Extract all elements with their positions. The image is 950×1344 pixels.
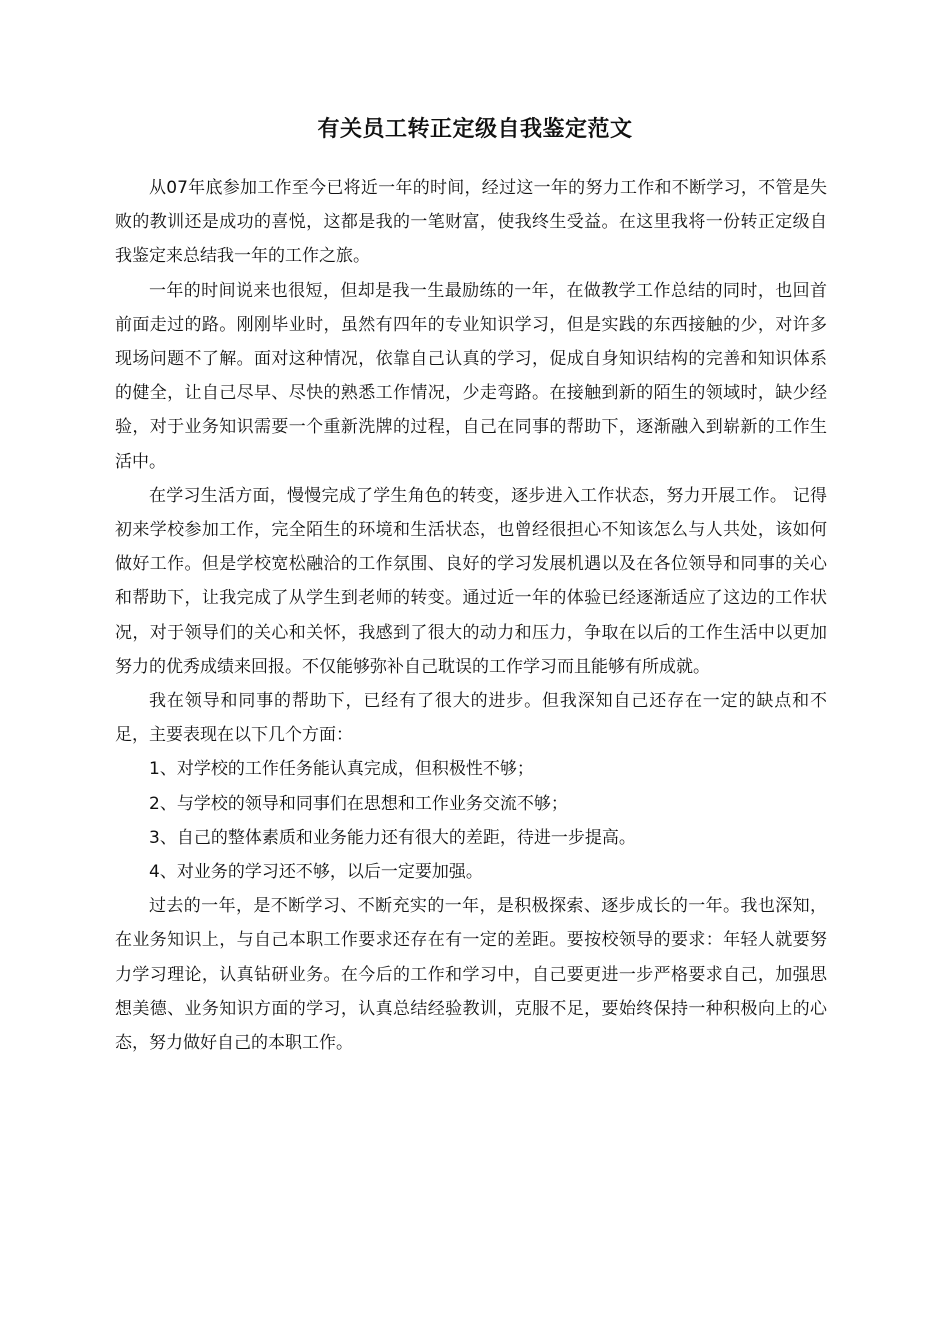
paragraph-shortcomings: 我在领导和同事的帮助下，已经有了很大的进步。但我深知自己还存在一定的缺点和不足，主要表现在以下几个方面： — [115, 691, 827, 746]
list-item-4: 4、对业务的学习还不够，以后一定要加强。 — [149, 862, 483, 883]
paragraph-conclusion: 过去的一年，是不断学习、不断充实的一年，是积极探索、逐步成长的一年。我也深知，在业务知识上，与自己本职工作要求还存在有一定的差距。要按校领导的要求：年轻人就要努力学习理论，认真钻研业务。在今后的工作和学习中，自己要更进一步严格要求自己，加强思想美德、业务知识方面的学习，认真总结经验教训，克服不足，要始终保持一种积极向上的心态，努力做好自己的本职工作。 — [115, 896, 827, 1054]
document-title: 有关员工转正定级自我鉴定范文 — [317, 117, 633, 142]
list-item-3: 3、自己的整体素质和业务能力还有很大的差距，待进一步提高。 — [149, 827, 636, 848]
paragraph-first-year: 一年的时间说来也很短，但却是我一生最励练的一年，在做教学工作总结的同时，也回首前面走过的路。刚刚毕业时，虽然有四年的专业知识学习，但是实践的东西接触的少，对许多现场问题不了解。面对这种情况，依靠自己认真的学习，促成自身知识结构的完善和知识体系的健全，让自己尽早、尽快的熟悉工作情况，少走弯路。在接触到新的陌生的领域时，缺少经验，对于业务知识需要一个重新洗牌的过程，自己在同事的帮助下，逐渐融入到崭新的工作生活中。 — [115, 280, 827, 472]
paragraph-intro: 从07年底参加工作至今已将近一年的时间，经过这一年的努力工作和不断学习，不管是失败的教训还是成功的喜悦，这都是我的一笔财富，使我终生受益。在这里我将一份转正定级自我鉴定来总结我一年的工作之旅。 — [115, 178, 827, 267]
list-item-1: 1、对学校的工作任务能认真完成，但积极性不够； — [149, 759, 534, 780]
paragraph-study-life: 在学习生活方面，慢慢完成了学生角色的转变，逐步进入工作状态，努力开展工作。 记得初来学校参加工作，完全陌生的环境和生活状态，也曾经很担心不知该怎么与人共处，该如何做好工作。但是学校宽松融洽的工作氛围、良好的学习发展机遇以及在各位领导和同事的关心和帮助下，让我完成了从学生到老师的转变。通过近一年的体验已经逐渐适应了这边的工作状况，对于领导们的关心和关怀，我感到了很大的动力和压力，争取在以后的工作生活中以更加努力的优秀成绩来回报。不仅能够弥补自己耽误的工作学习而且能够有所成就。 — [115, 485, 827, 677]
document-body — [115, 171, 827, 1060]
list-item-2: 2、与学校的领导和同事们在思想和工作业务交流不够； — [149, 793, 568, 814]
